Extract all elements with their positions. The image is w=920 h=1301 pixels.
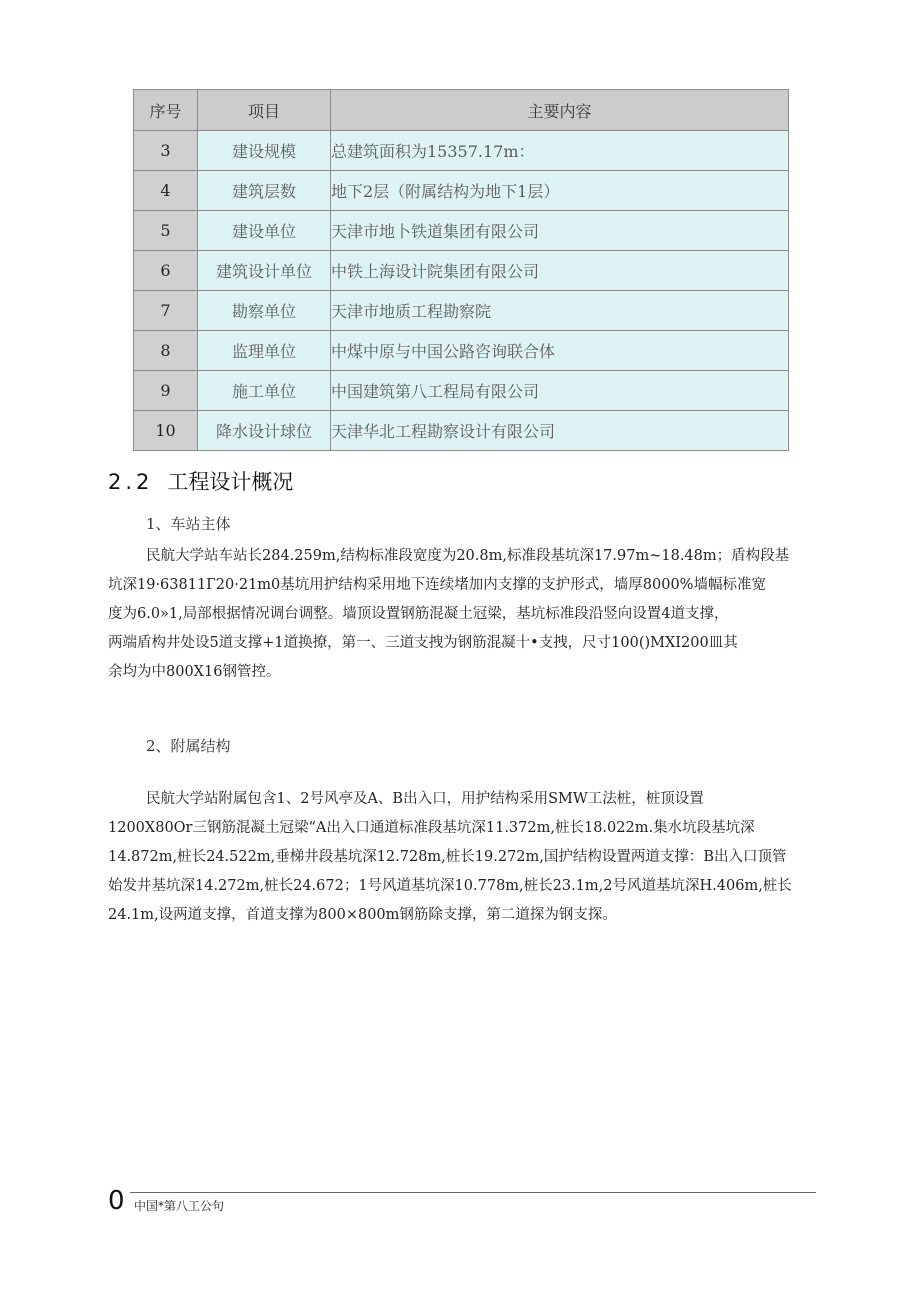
table-row	[134, 251, 789, 291]
table-row	[134, 291, 789, 331]
row-item: 建设单位	[198, 211, 331, 251]
paragraph-line: 两端盾构井处设5道支撑+1道换撩，第一、三道支拽为钢筋混凝十•支拽，尺寸100()MXI200皿其	[108, 635, 738, 651]
table-row	[134, 211, 789, 251]
row-content: 地下2层（附属结构为地下1层）	[331, 171, 789, 211]
page-number: 0	[108, 1186, 125, 1216]
row-item: 监理单位	[198, 331, 331, 371]
row-content: 天津华北工程勘察设计有限公司	[331, 411, 789, 451]
auxiliary-structure-paragraph	[108, 785, 820, 930]
table-row	[134, 171, 789, 211]
paragraph-line: 24.1m,设两道支撑，首道支撑为800×800m钢筋除支撑，第二道探为钢支探。	[108, 907, 617, 923]
row-content: 总建筑面积为15357.17m：	[331, 131, 789, 171]
row-item: 勘察单位	[198, 291, 331, 331]
header-item: 项目	[198, 90, 331, 131]
section-number: 2.2	[108, 470, 154, 494]
row-item: 施工单位	[198, 371, 331, 411]
table-row	[134, 411, 789, 451]
row-number: 8	[134, 331, 198, 371]
paragraph-line: 14.872m,桩长24.522m,垂梯井段基坑深12.728m,桩长19.272m,国护结构设置两道支撑：B出入口顶管	[108, 849, 787, 865]
row-item: 建筑层数	[198, 171, 331, 211]
paragraph-line: 民航大学站附属包含1、2号风亭及A、B出入口，用护结构采用SMW工法桩，桩顶设置	[146, 791, 704, 807]
row-number: 6	[134, 251, 198, 291]
paragraph-line: 度为6.0»1,局部根据情况调台调整。墙顶设置钢筋混凝土冠梁，基坑标准段沿竖向设置4道支撑，	[108, 606, 729, 622]
paragraph-line: 余均为中800X16钢管控。	[108, 664, 281, 680]
row-content: 天津市地卜铁道集团有限公司	[331, 211, 789, 251]
row-number: 9	[134, 371, 198, 411]
row-item: 建筑设计单位	[198, 251, 331, 291]
row-content: 天津市地质工程勘察院	[331, 291, 789, 331]
paragraph-line: 始发井基坑深14.272m,桩长24.672；1号风道基坑深10.778m,桩长23.1m,2号风道基坑深H.406m,桩长	[108, 878, 792, 894]
header-serial-number: 序号	[134, 90, 198, 131]
row-number: 5	[134, 211, 198, 251]
table-row	[134, 371, 789, 411]
row-number: 3	[134, 131, 198, 171]
table-row	[134, 331, 789, 371]
subsection-auxiliary-structure: 2、附属结构	[146, 737, 231, 755]
footer-company: 中国*第八工公句	[134, 1199, 225, 1213]
paragraph-line: 1200X80Or三钢筋混凝土冠梁“A出入口通道标准段基坑深11.372m,桩长18.022m.集水坑段基坑深	[108, 820, 755, 836]
row-content: 中铁上海设计院集团有限公司	[331, 251, 789, 291]
subsection-station-main: 1、车站主体	[146, 515, 231, 533]
table-row	[134, 131, 789, 171]
table-header-row	[134, 90, 789, 131]
row-content: 中国建筑第八工程局有限公司	[331, 371, 789, 411]
paragraph-line: 坑深19·63811Г20·21m0基坑用护结构采用地下连续堵加内支撑的支护形式，墙厚8000%墙幅标准宽	[108, 577, 766, 593]
row-item: 降水设计球位	[198, 411, 331, 451]
row-number: 7	[134, 291, 198, 331]
section-heading	[108, 466, 293, 496]
paragraph-line: 民航大学站车站长284.259m,结构标准段宽度为20.8m,标准段基坑深17.97m~18.48m；盾构段基	[146, 548, 790, 564]
row-content: 中煤中原与中国公路咨询联合体	[331, 331, 789, 371]
section-title: 工程设计概况	[167, 470, 294, 494]
station-main-paragraph	[108, 542, 820, 687]
footer-divider	[130, 1192, 816, 1193]
row-number: 4	[134, 171, 198, 211]
header-main-content: 主要内容	[331, 90, 789, 131]
row-number: 10	[134, 411, 198, 451]
row-item: 建设规模	[198, 131, 331, 171]
project-info-table	[133, 89, 789, 451]
